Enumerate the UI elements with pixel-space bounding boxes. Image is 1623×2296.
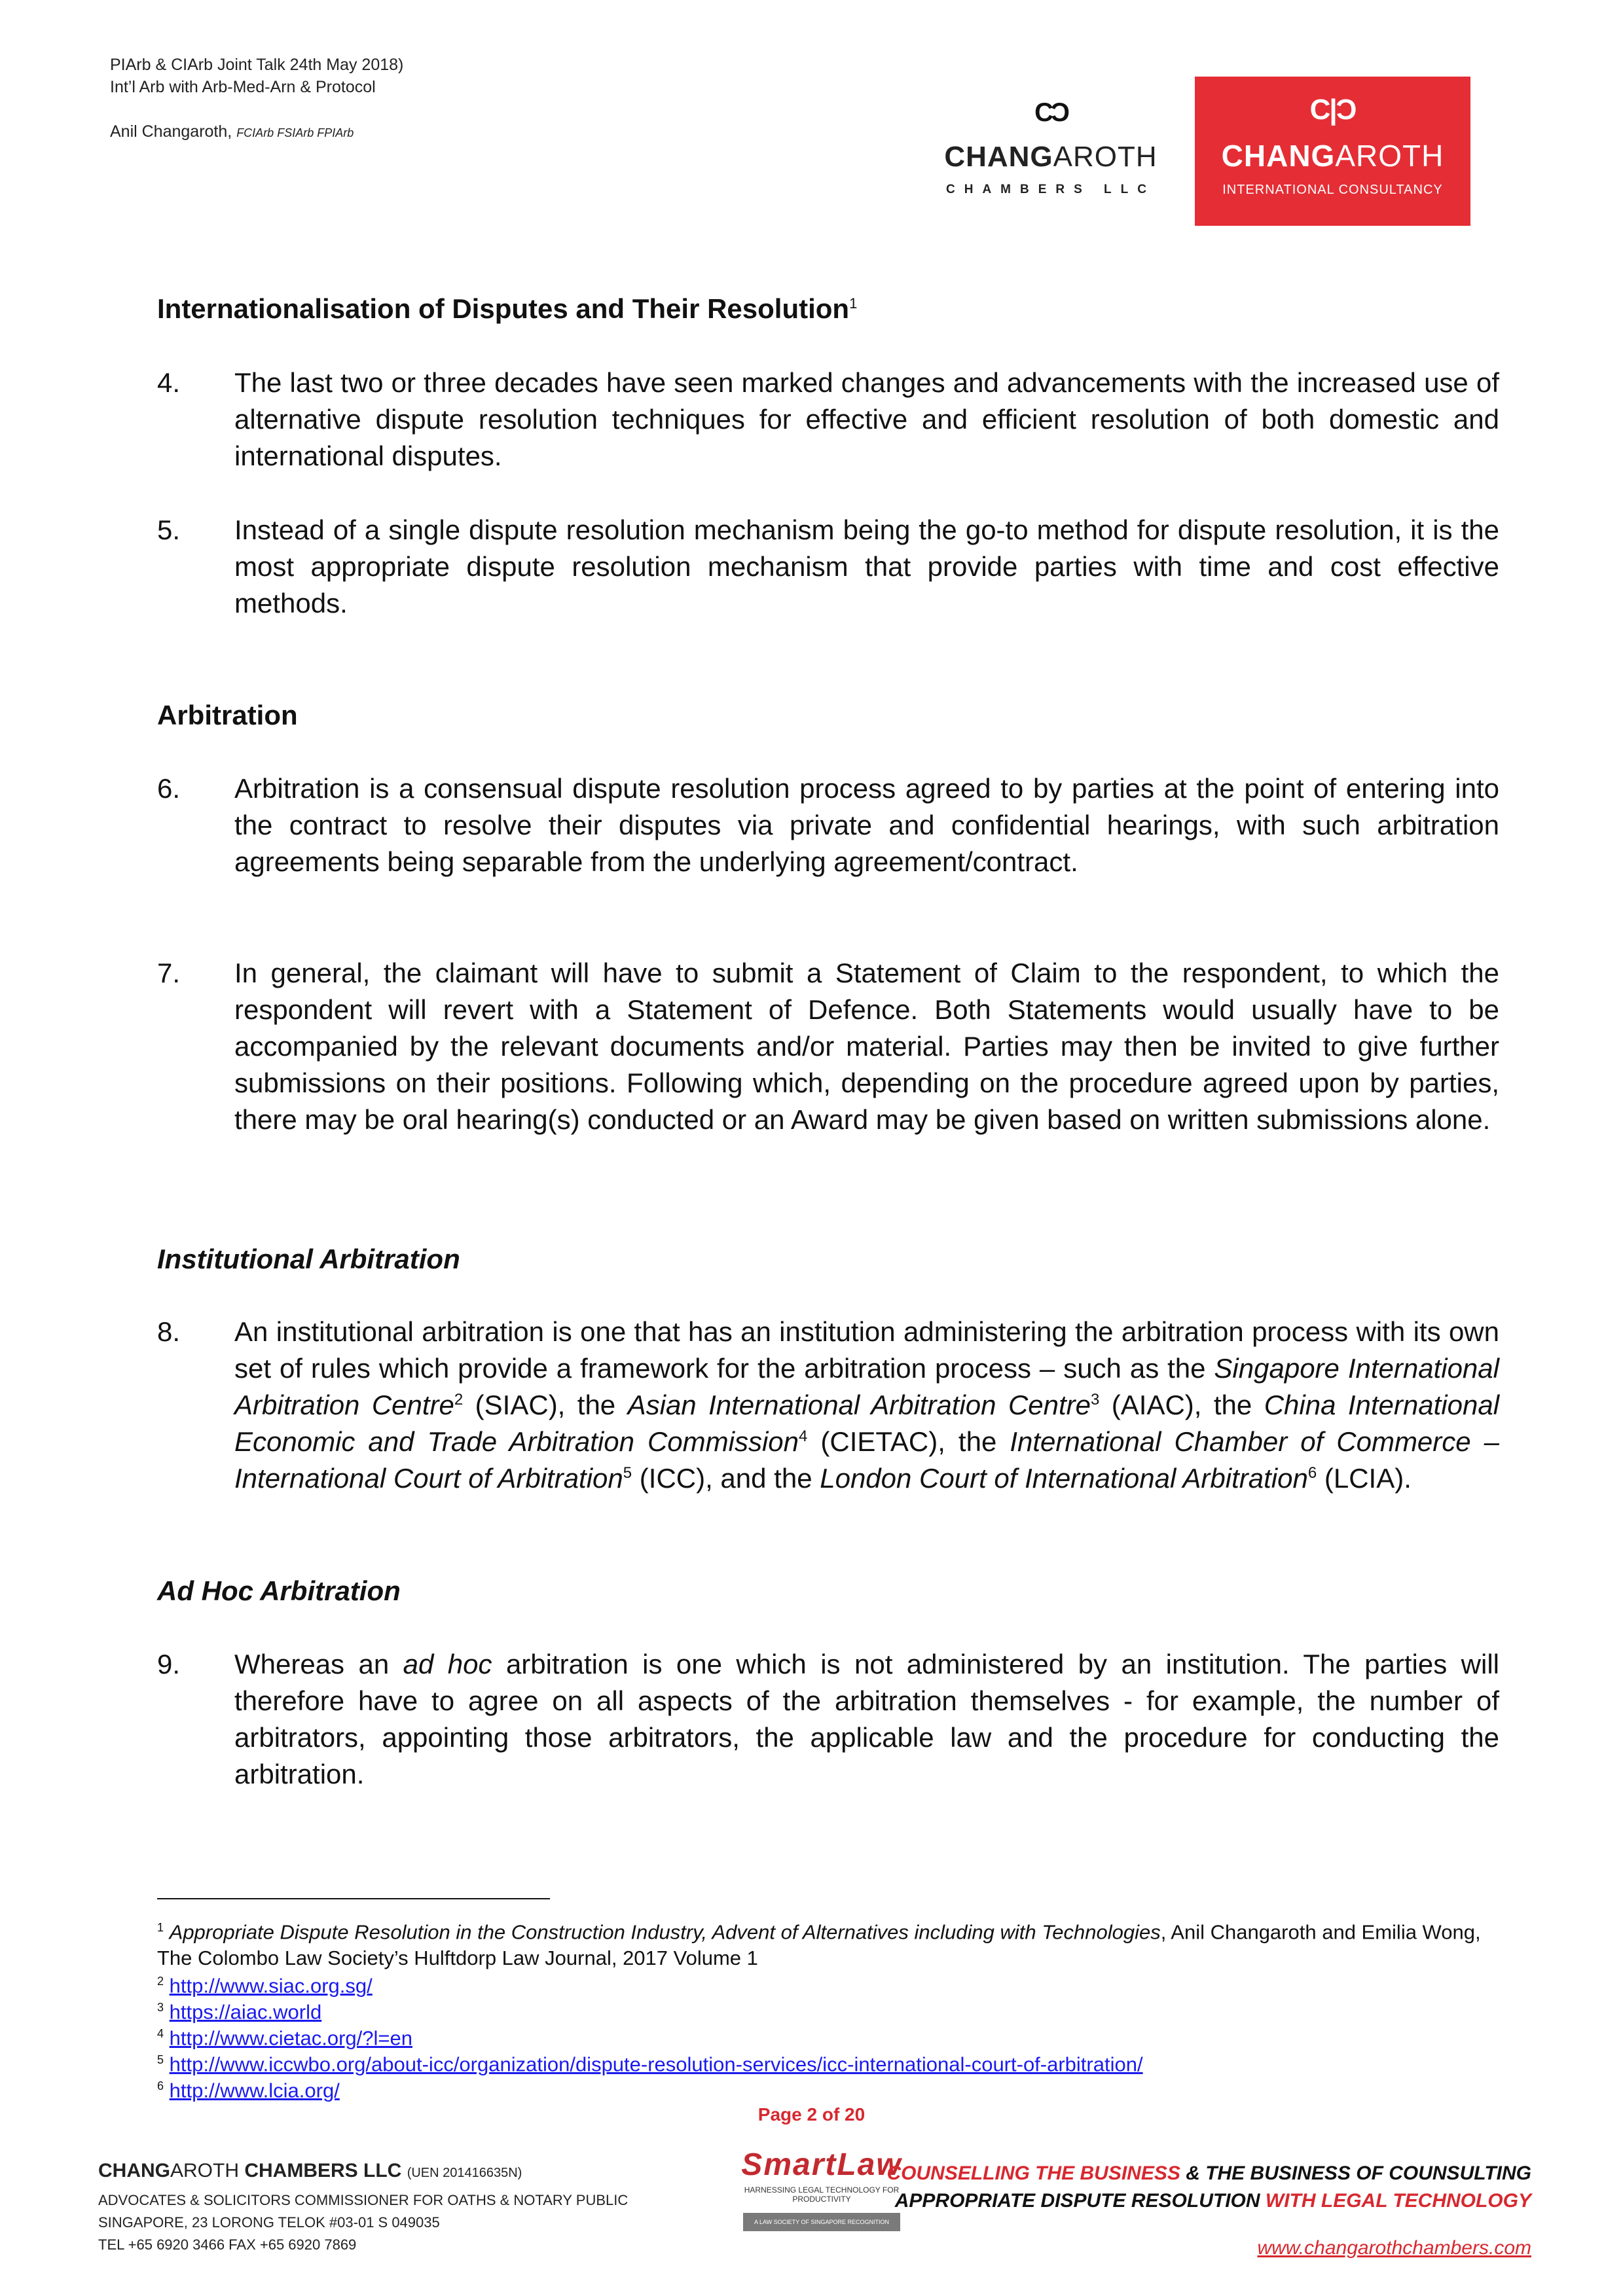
footer-firm-role: ADVOCATES & SOLICITORS COMMISSIONER FOR OATHS & NOTARY PUBLIC (98, 2192, 629, 2208)
paragraph-4 (157, 365, 1499, 475)
paragraph-7 (157, 955, 1499, 1138)
slogan-line-2: APPROPRIATE DISPUTE RESOLUTION WITH LEGAL TECHNOLOGY (894, 2190, 1531, 2212)
cietac-name: China International Economic and Trade Arbitration Commission (234, 1390, 1500, 1457)
header-event-line: PIArb & CIArb Joint Talk 24th May 2018) (110, 56, 404, 74)
paragraph-5 (157, 512, 1499, 622)
chambers-logo-sub: CHAMBERS LLC (946, 183, 1156, 196)
paragraph-9 (157, 1646, 1499, 1793)
ad-hoc-term: ad hoc (403, 1649, 492, 1679)
paragraph-number: 9. (157, 1649, 181, 1679)
footnote-ref: 1 (849, 295, 858, 312)
paragraph-text: The last two or three decades have seen marked changes and advancements with the increased use of alternative dispute resolution techniques for effective and efficient resolution of both domestic and international disputes. (234, 367, 1499, 471)
chambers-logo-mark: CƆ (1034, 98, 1067, 127)
heading-internationalisation: Internationalisation of Disputes and Their Resolution$^1$ (157, 293, 858, 324)
smartlaw-recognition-bar: A LAW SOCIETY OF SINGAPORE RECOGNITION SCHEME (743, 2213, 900, 2231)
footer-slogan (886, 2160, 1531, 2262)
footnote-ref: 5 (623, 1464, 632, 1482)
author-quals: FCIArb FSIArb FPIArb (236, 126, 354, 139)
consultancy-logo-mark: C|Ɔ (1309, 94, 1356, 126)
paragraph-6 (157, 770, 1499, 880)
header-topic-line: Int’l Arb with Arb-Med-Arn & Protocol (110, 78, 376, 96)
paragraph-text: In general, the claimant will have to submit a Statement of Claim to the respondent, to which the respondent will revert with a Statement of Defence. Both Statements would usually have to be accompanied by the relevant documents and/or material. Parties may then be invited to give further submissions on their positions. Following which, depending on the procedure agreed upon by parties, there may be oral hearing(s) conducted or an Award may be given based on written submissions alone. (234, 958, 1499, 1135)
heading-ad-hoc-arbitration: Ad Hoc Arbitration (157, 1575, 401, 1606)
icc-link[interactable]: http://www.iccwbo.org/about-icc/organization/dispute-resolution-services/icc-international-court-of-arbitration/ (169, 2053, 1143, 2076)
author-name: Anil Changaroth, (110, 122, 232, 141)
lcia-link[interactable]: http://www.lcia.org/ (169, 2079, 340, 2102)
heading-institutional-arbitration: Institutional Arbitration (157, 1244, 460, 1274)
aiac-link[interactable]: https://aiac.world (169, 2000, 322, 2024)
slogan-line-1: COUNSELLING THE BUSINESS & THE BUSINESS OF COUNSULTING (886, 2162, 1531, 2184)
changaroth-consultancy-logo (1195, 77, 1470, 226)
footnote-ref: 4 (799, 1427, 808, 1445)
consultancy-logo-name: CHANGAROTH (1221, 139, 1444, 173)
consultancy-logo-sub: INTERNATIONAL CONSULTANCY (1222, 183, 1443, 197)
paragraph-number: 4. (157, 367, 181, 398)
footer-firm-details (98, 2160, 628, 2256)
chambers-logo-name: CHANGAROTH (944, 141, 1158, 173)
footnote-1: $^1$ Appropriate Dispute Resolution in the Construction Industry, Advent of Alternatives including with Technologies, Anil Changaroth and Emilia Wong, The Colombo Law Society’s Hulftdorp Law Journal, 2017 Volume 1 (157, 1920, 1481, 1970)
footer-firm-name: CHANGAROTH CHAMBERS LLC (UEN 201416635N) (98, 2160, 522, 2181)
siac-name: Singapore International Arbitration Centre (234, 1353, 1499, 1420)
aiac-name: Asian International Arbitration Centre (627, 1390, 1091, 1420)
header-meta (110, 54, 403, 144)
paragraph-text: An institutional arbitration is one that has an institution administering the arbitration process with its own set of rules which provide a framework for the arbitration process – such as the Singapore International Arbitration Centre$^2$ (SIAC), the Asian International Arbitration Centre$^3$ (AIAC), the China International Economic and Trade Arbitration Commission$^4$ (CIETAC), the International Chamber of Commerce – International Court of Arbitration$^5$ (ICC), and the London Court of International Arbitration$^6$ (LCIA). (234, 1316, 1500, 1494)
paragraph-number: 6. (157, 773, 181, 804)
paragraph-text: Arbitration is a consensual dispute resolution process agreed to by parties at the point of entering into the contract to resolve their disputes via private and confidential hearings, with such arbitration agreements being separable from the underlying agreement/contract. (234, 773, 1499, 877)
footnote-ref: 6 (1307, 1464, 1317, 1482)
footer-contact: TEL +65 6920 3466 FAX +65 6920 7869 (98, 2236, 357, 2253)
page-number: Page 2 of 20 (757, 2104, 866, 2125)
footnote-2: $^2$ http://www.siac.org.sg/ (157, 1974, 373, 1998)
smartlaw-tagline: HARNESSING LEGAL TECHNOLOGY FOR PRODUCTIVITY (744, 2185, 900, 2204)
smartlaw-wordmark: SmartLaw (741, 2147, 902, 2182)
heading-arbitration: Arbitration (157, 700, 298, 730)
website-link[interactable]: www.changarothchambers.com (1257, 2237, 1531, 2259)
footnote-4: $^4$ http://www.cietac.org/?l=en (157, 2026, 412, 2050)
footnote-ref: 3 (1091, 1391, 1100, 1408)
paragraph-8 (157, 1314, 1499, 1497)
changaroth-chambers-logo (943, 98, 1159, 229)
footnote-6: $^6$ http://www.lcia.org/ (157, 2079, 340, 2102)
footnote-5: $^5$ http://www.iccwbo.org/about-icc/organization/dispute-resolution-services/icc-international-court-of-arbitration/ (157, 2053, 1143, 2076)
smartlaw-logo (737, 2147, 907, 2251)
header-author (110, 120, 403, 144)
cietac-link[interactable]: http://www.cietac.org/?l=en (169, 2026, 412, 2050)
paragraph-text: Whereas an ad hoc arbitration is one which is not administered by an institution. The parties will therefore have to agree on all aspects of the arbitration themselves - for example, the number of arbitrators, appointing those arbitrators, the applicable law and the procedure for conducting the arbitration. (234, 1649, 1499, 1789)
footer-address: SINGAPORE, 23 LORONG TELOK #03-01 S 049035 (98, 2214, 440, 2231)
paragraph-number: 5. (157, 514, 181, 545)
footnote-3: $^3$ https://aiac.world (157, 2000, 322, 2024)
footnote-ref: 2 (454, 1391, 464, 1408)
footnote-divider (157, 1898, 550, 1899)
siac-link[interactable]: http://www.siac.org.sg/ (169, 1974, 373, 1998)
paragraph-number: 7. (157, 958, 181, 988)
paragraph-number: 8. (157, 1316, 181, 1347)
icc-name: International Chamber of Commerce – International Court of Arbitration (234, 1426, 1500, 1494)
lcia-name: London Court of International Arbitration (820, 1463, 1308, 1494)
paragraph-text: Instead of a single dispute resolution mechanism being the go-to method for dispute resolution, it is the most appropriate dispute resolution mechanism that provide parties with time and cost effective methods. (234, 514, 1499, 619)
